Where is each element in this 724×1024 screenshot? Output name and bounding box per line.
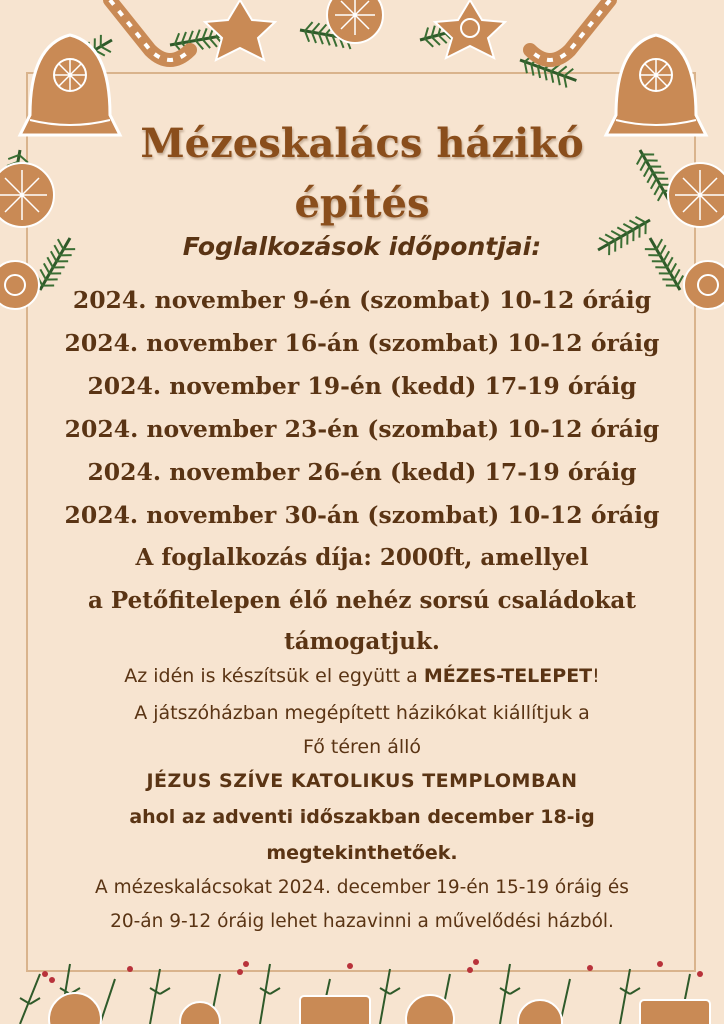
title-line-2: építés (294, 180, 430, 227)
fee-line-1: A foglalkozás díja: 2000ft, amellyel (135, 544, 589, 571)
info-line-1-text: Az idén is készítsük el együtt a (124, 665, 424, 687)
date-line: 2024. november 30-án (szombat) 10-12 óráig (64, 501, 660, 529)
pickup-line-1: A mézeskalácsokat 2024. december 19-én 15-19 óráig és (95, 877, 629, 898)
title-line-1: Mézeskalács házikó (140, 120, 584, 167)
church-name: JÉZUS SZÍVE KATOLIKUS TEMPLOMBAN (146, 770, 578, 792)
exhibition-line-1: ahol az adventi időszakban december 18-ig (129, 806, 595, 828)
gingerbread-star-icon (49, 993, 710, 1024)
date-line: 2024. november 19-én (kedd) 17-19 óráig (87, 372, 637, 400)
fee-line-3: támogatjuk. (284, 628, 440, 655)
fee-line-2: a Petőfitelepen élő nehéz sorsú családokat (88, 587, 636, 614)
mezes-telep-highlight: MÉZES-TELEPET (423, 665, 593, 687)
subtitle: Foglalkozások időpontjai: (182, 232, 542, 261)
pickup-line-2: 20-án 9-12 óráig lehet hazavinni a művelődési házból. (110, 911, 614, 932)
date-line: 2024. november 9-én (szombat) 10-12 óráig (72, 286, 652, 314)
date-line: 2024. november 23-én (szombat) 10-12 óráig (64, 415, 660, 443)
date-line: 2024. november 26-én (kedd) 17-19 óráig (87, 458, 637, 486)
info-line-2: A játszóházban megépített házikókat kiállítjuk a (134, 702, 590, 724)
bottom-decoration (0, 934, 724, 1024)
info-line-1 (0, 665, 724, 687)
exhibition-line-2: megtekinthetőek. (266, 842, 458, 864)
info-line-3: Fő téren álló (302, 736, 422, 758)
holly-berry-icon (42, 959, 703, 983)
info-line-1-exclaim: ! (592, 665, 600, 687)
date-line: 2024. november 16-án (szombat) 10-12 óráig (64, 329, 660, 357)
